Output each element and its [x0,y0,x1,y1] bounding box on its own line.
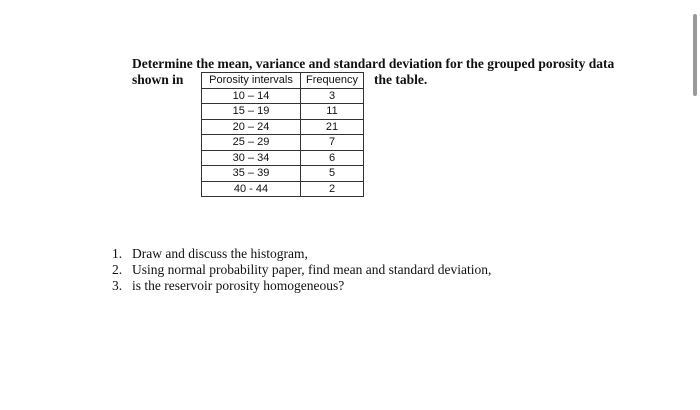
header-frequency: Frequency [301,73,364,89]
frequency-cell: 2 [301,181,364,197]
frequency-cell: 11 [301,104,364,120]
table-row [202,150,364,166]
list-item-number: 1. [112,246,123,261]
list-item-number: 2. [112,262,123,277]
interval-cell: 35 – 39 [202,166,301,182]
interval-cell: 20 – 24 [202,119,301,135]
table-header-row [202,73,364,89]
frequency-cell: 21 [301,119,364,135]
frequency-cell: 7 [301,135,364,151]
problem-title: Determine the mean, variance and standard deviation for the grouped porosity data [132,56,615,71]
list-item [112,246,491,262]
table-row [202,88,364,104]
interval-cell: 30 – 34 [202,150,301,166]
header-porosity-intervals: Porosity intervals [202,73,301,89]
list-item-text: Using normal probability paper, find mean and standard deviation, [132,262,492,277]
porosity-frequency-table [201,72,364,197]
table-row [202,166,364,182]
frequency-cell: 5 [301,166,364,182]
list-item-number: 3. [112,278,123,293]
problem-suffix: the table. [374,72,428,87]
list-item-text: Draw and discuss the histogram, [132,246,308,261]
interval-cell: 40 - 44 [202,181,301,197]
list-item [112,278,491,294]
frequency-cell: 3 [301,88,364,104]
interval-cell: 10 – 14 [202,88,301,104]
list-item [112,262,491,278]
frequency-cell: 6 [301,150,364,166]
problem-prefix: shown in [132,72,184,87]
vertical-scrollbar[interactable] [693,14,697,96]
task-list [112,246,491,294]
table-row [202,135,364,151]
table-row [202,104,364,120]
interval-cell: 25 – 29 [202,135,301,151]
list-item-text: is the reservoir porosity homogeneous? [132,278,345,293]
table-row [202,119,364,135]
table-row [202,181,364,197]
interval-cell: 15 – 19 [202,104,301,120]
